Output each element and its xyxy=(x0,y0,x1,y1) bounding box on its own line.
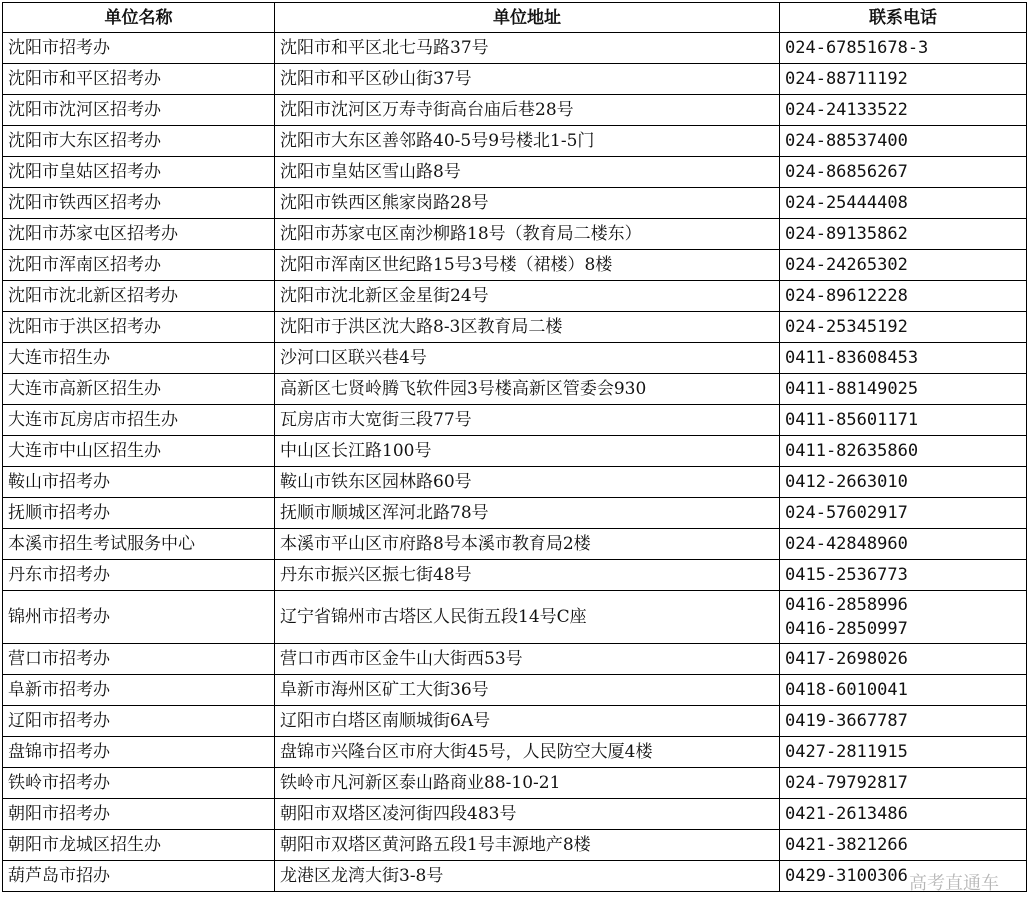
cell-contact-phone xyxy=(780,830,1027,861)
cell-unit-address: 中山区长江路100号 xyxy=(275,436,780,467)
phone-number: 024-25345192 xyxy=(785,317,908,337)
phone-number: 0418-6010041 xyxy=(785,680,908,700)
table-row xyxy=(3,343,1027,374)
cell-unit-name: 阜新市招考办 xyxy=(3,675,275,706)
phone-number: 0429-3100306 xyxy=(785,866,908,886)
table-row xyxy=(3,861,1027,892)
cell-unit-name: 鞍山市招考办 xyxy=(3,467,275,498)
phone-number: 024-88711192 xyxy=(785,69,908,89)
cell-contact-phone xyxy=(780,312,1027,343)
phone-number: 024-67851678-3 xyxy=(785,38,929,58)
cell-unit-name: 丹东市招考办 xyxy=(3,560,275,591)
cell-unit-name: 沈阳市浑南区招考办 xyxy=(3,250,275,281)
phone-number: 0419-3667787 xyxy=(785,711,908,731)
cell-unit-address: 沈阳市大东区善邻路40-5号9号楼北1-5门 xyxy=(275,126,780,157)
cell-contact-phone xyxy=(780,706,1027,737)
cell-unit-address: 朝阳市双塔区凌河街四段483号 xyxy=(275,799,780,830)
cell-contact-phone xyxy=(780,126,1027,157)
cell-unit-name: 沈阳市和平区招考办 xyxy=(3,64,275,95)
cell-unit-name: 盘锦市招考办 xyxy=(3,737,275,768)
cell-unit-name: 朝阳市招考办 xyxy=(3,799,275,830)
phone-number: 0421-3821266 xyxy=(785,835,908,855)
cell-contact-phone xyxy=(780,374,1027,405)
table-row xyxy=(3,737,1027,768)
contact-table xyxy=(2,2,1027,892)
cell-unit-name: 沈阳市铁西区招考办 xyxy=(3,188,275,219)
cell-contact-phone xyxy=(780,498,1027,529)
cell-unit-name: 大连市高新区招生办 xyxy=(3,374,275,405)
table-row xyxy=(3,644,1027,675)
phone-number: 024-89612228 xyxy=(785,286,908,306)
table-row xyxy=(3,281,1027,312)
cell-unit-address: 辽阳市白塔区南顺城街6A号 xyxy=(275,706,780,737)
cell-unit-address: 沈阳市苏家屯区南沙柳路18号（教育局二楼东） xyxy=(275,219,780,250)
phone-number: 0415-2536773 xyxy=(785,565,908,585)
cell-unit-name: 葫芦岛市招办 xyxy=(3,861,275,892)
phone-number: 0411-83608453 xyxy=(785,348,919,368)
table-row xyxy=(3,560,1027,591)
cell-contact-phone xyxy=(780,467,1027,498)
phone-number: 0412-2663010 xyxy=(785,472,908,492)
phone-number: 024-24133522 xyxy=(785,100,908,120)
cell-unit-address: 沈阳市皇姑区雪山路8号 xyxy=(275,157,780,188)
table-row xyxy=(3,374,1027,405)
cell-contact-phone xyxy=(780,281,1027,312)
phone-number: 0411-88149025 xyxy=(785,379,919,399)
table-body xyxy=(3,33,1027,892)
cell-contact-phone xyxy=(780,219,1027,250)
watermark: 高考直通车 xyxy=(909,873,999,894)
cell-unit-address: 沈阳市铁西区熊家岗路28号 xyxy=(275,188,780,219)
cell-unit-address: 鞍山市铁东区园林路60号 xyxy=(275,467,780,498)
cell-unit-name: 沈阳市于洪区招考办 xyxy=(3,312,275,343)
cell-unit-name: 辽阳市招考办 xyxy=(3,706,275,737)
cell-unit-name: 沈阳市大东区招考办 xyxy=(3,126,275,157)
phone-number: 0421-2613486 xyxy=(785,804,908,824)
table-row xyxy=(3,467,1027,498)
table-row xyxy=(3,529,1027,560)
table-row xyxy=(3,799,1027,830)
table-row xyxy=(3,830,1027,861)
phone-number: 024-42848960 xyxy=(785,534,908,554)
phone-number: 024-57602917 xyxy=(785,503,908,523)
cell-contact-phone xyxy=(780,157,1027,188)
phone-number: 0411-82635860 xyxy=(785,441,919,461)
cell-unit-address: 抚顺市顺城区浑河北路78号 xyxy=(275,498,780,529)
header-contact-phone: 联系电话 xyxy=(780,3,1027,33)
cell-contact-phone xyxy=(780,644,1027,675)
cell-contact-phone xyxy=(780,768,1027,799)
cell-unit-address: 朝阳市双塔区黄河路五段1号丰源地产8楼 xyxy=(275,830,780,861)
cell-contact-phone xyxy=(780,799,1027,830)
cell-unit-address: 营口市西市区金牛山大街西53号 xyxy=(275,644,780,675)
table-row xyxy=(3,33,1027,64)
cell-unit-name: 铁岭市招考办 xyxy=(3,768,275,799)
table-header-row xyxy=(3,3,1027,33)
phone-number: 0416-2850997 xyxy=(785,619,908,639)
cell-unit-name: 沈阳市苏家屯区招考办 xyxy=(3,219,275,250)
cell-contact-phone xyxy=(780,737,1027,768)
cell-unit-address: 沈阳市沈北新区金星街24号 xyxy=(275,281,780,312)
cell-unit-name: 沈阳市沈河区招考办 xyxy=(3,95,275,126)
cell-contact-phone xyxy=(780,529,1027,560)
cell-contact-phone xyxy=(780,436,1027,467)
cell-unit-address: 沈阳市浑南区世纪路15号3号楼（裙楼）8楼 xyxy=(275,250,780,281)
cell-unit-address: 本溪市平山区市府路8号本溪市教育局2楼 xyxy=(275,529,780,560)
cell-unit-address: 高新区七贤岭腾飞软件园3号楼高新区管委会930 xyxy=(275,374,780,405)
table-row xyxy=(3,768,1027,799)
cell-contact-phone xyxy=(780,188,1027,219)
table-row xyxy=(3,95,1027,126)
phone-number: 024-25444408 xyxy=(785,193,908,213)
cell-contact-phone xyxy=(780,675,1027,706)
table-row xyxy=(3,675,1027,706)
cell-unit-address: 瓦房店市大宽街三段77号 xyxy=(275,405,780,436)
cell-unit-address: 沈阳市于洪区沈大路8-3区教育局二楼 xyxy=(275,312,780,343)
phone-number: 024-86856267 xyxy=(785,162,908,182)
table-row xyxy=(3,188,1027,219)
cell-unit-name: 朝阳市龙城区招生办 xyxy=(3,830,275,861)
table-row xyxy=(3,706,1027,737)
cell-unit-address: 沈阳市和平区北七马路37号 xyxy=(275,33,780,64)
phone-number: 024-79792817 xyxy=(785,773,908,793)
table-row xyxy=(3,219,1027,250)
cell-unit-address: 盘锦市兴隆台区市府大街45号，人民防空大厦4楼 xyxy=(275,737,780,768)
cell-unit-address: 铁岭市凡河新区泰山路商业88-10-21 xyxy=(275,768,780,799)
cell-unit-address: 沈阳市和平区砂山街37号 xyxy=(275,64,780,95)
table-row xyxy=(3,64,1027,95)
cell-unit-address: 龙港区龙湾大街3-8号 xyxy=(275,861,780,892)
table-row xyxy=(3,436,1027,467)
cell-unit-name: 本溪市招生考试服务中心 xyxy=(3,529,275,560)
cell-unit-name: 沈阳市沈北新区招考办 xyxy=(3,281,275,312)
cell-contact-phone xyxy=(780,560,1027,591)
phone-number: 024-88537400 xyxy=(785,131,908,151)
cell-contact-phone xyxy=(780,64,1027,95)
table-row xyxy=(3,157,1027,188)
phone-number: 0417-2698026 xyxy=(785,649,908,669)
cell-unit-name: 大连市中山区招生办 xyxy=(3,436,275,467)
phone-number: 024-24265302 xyxy=(785,255,908,275)
cell-unit-name: 沈阳市皇姑区招考办 xyxy=(3,157,275,188)
table-row xyxy=(3,126,1027,157)
table-row xyxy=(3,591,1027,644)
table-row xyxy=(3,498,1027,529)
phone-number: 024-89135862 xyxy=(785,224,908,244)
cell-unit-address: 辽宁省锦州市古塔区人民街五段14号C座 xyxy=(275,591,780,644)
cell-unit-name: 抚顺市招考办 xyxy=(3,498,275,529)
cell-contact-phone xyxy=(780,250,1027,281)
table-row xyxy=(3,250,1027,281)
phone-number: 0427-2811915 xyxy=(785,742,908,762)
cell-contact-phone xyxy=(780,95,1027,126)
header-unit-name: 单位名称 xyxy=(3,3,275,33)
phone-number: 0411-85601171 xyxy=(785,410,919,430)
cell-unit-name: 锦州市招考办 xyxy=(3,591,275,644)
cell-unit-address: 沙河口区联兴巷4号 xyxy=(275,343,780,374)
cell-unit-address: 阜新市海州区矿工大街36号 xyxy=(275,675,780,706)
table-row xyxy=(3,405,1027,436)
cell-unit-name: 营口市招考办 xyxy=(3,644,275,675)
cell-unit-address: 丹东市振兴区振七街48号 xyxy=(275,560,780,591)
cell-unit-name: 沈阳市招考办 xyxy=(3,33,275,64)
cell-unit-name: 大连市瓦房店市招生办 xyxy=(3,405,275,436)
header-unit-address: 单位地址 xyxy=(275,3,780,33)
cell-contact-phone xyxy=(780,343,1027,374)
table-row xyxy=(3,312,1027,343)
phone-number: 0416-2858996 xyxy=(785,595,908,615)
cell-contact-phone xyxy=(780,591,1027,644)
cell-contact-phone xyxy=(780,405,1027,436)
cell-unit-name: 大连市招生办 xyxy=(3,343,275,374)
cell-contact-phone xyxy=(780,33,1027,64)
cell-unit-address: 沈阳市沈河区万寿寺街高台庙后巷28号 xyxy=(275,95,780,126)
